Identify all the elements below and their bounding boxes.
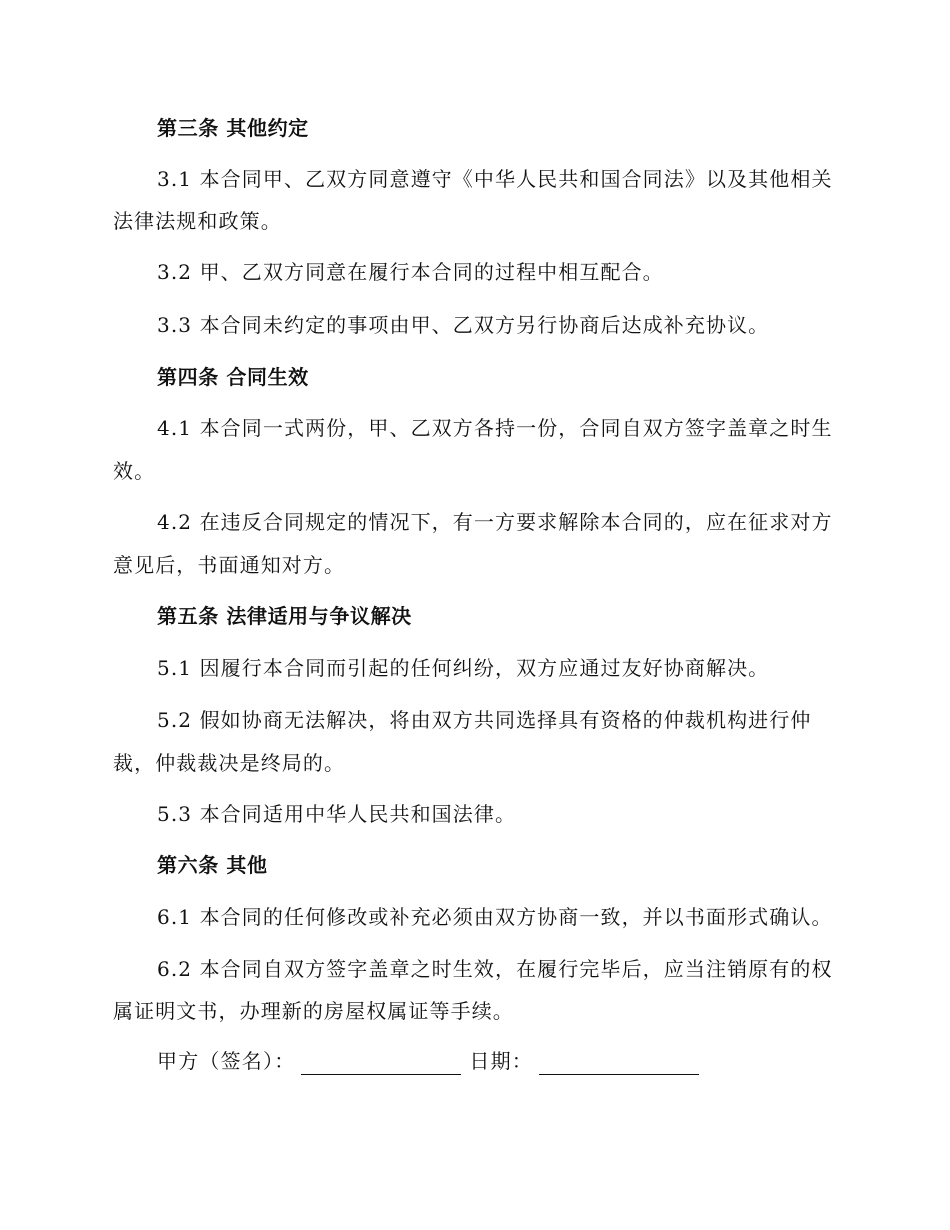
clause-3-3: 3.3 本合同未约定的事项由甲、乙双方另行协商后达成补充协议。	[157, 313, 770, 337]
clause-4-2-line-2: 意见后，书面通知对方。	[113, 553, 346, 577]
clause-3-1-line-1: 3.1 本合同甲、乙双方同意遵守《中华人民共和国合同法》以及其他相关	[157, 167, 833, 191]
party-a-signature-field[interactable]	[301, 1052, 461, 1075]
article-6-heading: 第六条 其他	[157, 853, 268, 877]
clause-3-2: 3.2 甲、乙双方同意在履行本合同的过程中相互配合。	[157, 260, 664, 284]
clause-3-1-line-2: 法律法规和政策。	[113, 209, 282, 233]
clause-4-1-line-1: 4.1 本合同一式两份，甲、乙双方各持一份，合同自双方签字盖章之时生	[157, 416, 833, 440]
clause-4-2-line-1: 4.2 在违反合同规定的情况下，有一方要求解除本合同的，应在征求对方	[157, 510, 833, 534]
clause-5-3: 5.3 本合同适用中华人民共和国法律。	[157, 802, 517, 826]
date-label: 日期：	[469, 1049, 534, 1073]
clause-6-2-line-1: 6.2 本合同自双方签字盖章之时生效，在履行完毕后，应当注销原有的权	[157, 957, 833, 981]
article-3-heading: 第三条 其他约定	[157, 116, 309, 140]
clause-6-2-line-2: 属证明文书，办理新的房屋权属证等手续。	[113, 999, 514, 1023]
clause-5-2-line-2: 裁，仲裁裁决是终局的。	[113, 751, 346, 775]
signature-row	[157, 1047, 707, 1075]
clause-6-1: 6.1 本合同的任何修改或补充必须由双方协商一致，并以书面形式确认。	[157, 905, 833, 929]
article-4-heading: 第四条 合同生效	[157, 365, 309, 389]
party-a-signature-label: 甲方（签名）：	[157, 1049, 296, 1073]
clause-4-1-line-2: 效。	[113, 459, 156, 483]
article-5-heading: 第五条 法律适用与争议解决	[157, 604, 412, 628]
clause-5-2-line-1: 5.2 假如协商无法解决，将由双方共同选择具有资格的仲裁机构进行仲	[157, 708, 812, 732]
clause-5-1: 5.1 因履行本合同而引起的任何纠纷，双方应通过友好协商解决。	[157, 656, 770, 680]
date-field[interactable]	[539, 1052, 699, 1075]
